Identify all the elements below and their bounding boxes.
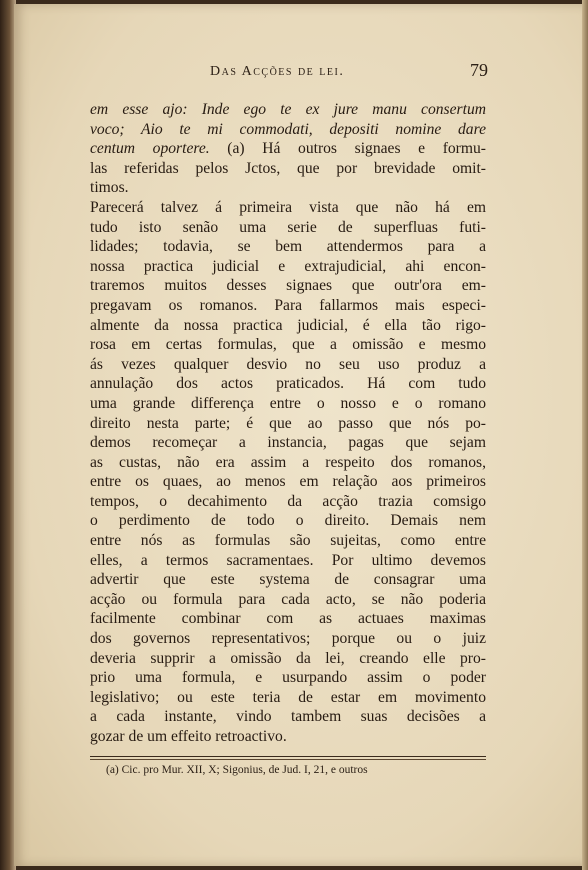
- text-line: gozar de um effeito retroactivo.: [90, 728, 287, 745]
- footnote: (a) Cic. pro Mur. XII, X; Sigonius, de Jud. I, 21, e outros: [106, 764, 368, 776]
- text-line: annulação dos actos praticados. Há com tudo: [90, 375, 486, 393]
- text-line: legislativo; ou este teria de estar em movimento: [90, 688, 486, 706]
- text-line: entre nós as formulas são sujeitas, como entre: [90, 532, 486, 550]
- running-head: Das Acções de lei.: [210, 64, 345, 79]
- text-line: dos governos representativos; porque ou o juiz: [90, 630, 486, 648]
- text-line: [90, 139, 486, 159]
- footnote-rule: [90, 756, 486, 757]
- text-line: o perdimento de todo o direito. Demais nem: [90, 512, 486, 530]
- footnote-rule-secondary: [90, 759, 486, 760]
- text-line: nossa practica judicial e extrajudicial, ahi encon-: [90, 257, 486, 275]
- line-text: (a) Há outros signaes e formu-: [209, 140, 486, 158]
- text-line: deveria supprir a omissão da lei, creando elle pro-: [90, 649, 486, 667]
- text-line: almente da nossa practica judicial, é ella tão rigo-: [90, 316, 486, 334]
- page-header: [88, 62, 492, 86]
- text-line: rosa em certas formulas, que a omissão e mesmo: [90, 336, 486, 354]
- page-edge: [582, 0, 588, 870]
- text-line: las referidas pelos Jctos, que por brevidade omit-: [90, 159, 486, 177]
- text-line: tudo isto senão uma serie de superfluas futi-: [90, 218, 486, 236]
- text-line: Parecerá talvez á primeira vista que não há em: [90, 198, 486, 216]
- text-line: voco; Aio te mi commodati, depositi nomine dare: [90, 120, 486, 138]
- text-line: uma grande differença entre o nosso e o romano: [90, 394, 486, 412]
- text-line: direito nesta parte; é que ao passo que nós po-: [90, 414, 486, 432]
- text-line: as custas, não era assim a respeito dos romanos,: [90, 453, 486, 471]
- text-line: pregavam os romanos. Para fallarmos mais especi-: [90, 296, 486, 314]
- page-number: 79: [470, 60, 488, 80]
- text-line: facilmente combinar com as actuaes maximas: [90, 610, 486, 628]
- text-line: entre os quaes, ao menos em relação aos primeiros: [90, 473, 486, 491]
- italic-phrase: centum oportere.: [90, 140, 210, 158]
- text-line: tempos, o decahimento da acção trazia comsigo: [90, 492, 486, 510]
- text-line: em esse ajo: Inde ego te ex jure manu consertum: [90, 101, 486, 118]
- text-line: prio uma formula, e usurpando assim o poder: [90, 669, 486, 687]
- text-line: acção ou formula para cada acto, se não poderia: [90, 590, 486, 608]
- body-text: [90, 100, 486, 747]
- text-line: lidades; todavia, se bem attendermos para a: [90, 238, 486, 256]
- text-line: timos.: [90, 179, 129, 197]
- text-line: elles, a termos sacramentaes. Por ultimo devemos: [90, 551, 486, 569]
- text-line: demos recomeçar a instancia, pagas que sejam: [90, 434, 486, 452]
- text-line: traremos muitos desses signaes que outr'ora em-: [90, 277, 486, 295]
- text-line: advertir que este systema de consagrar uma: [90, 571, 486, 589]
- text-line: ás vezes qualquer desvio no seu uso produz a: [90, 355, 486, 373]
- text-line: a cada instante, vindo tambem suas decisões a: [90, 708, 486, 726]
